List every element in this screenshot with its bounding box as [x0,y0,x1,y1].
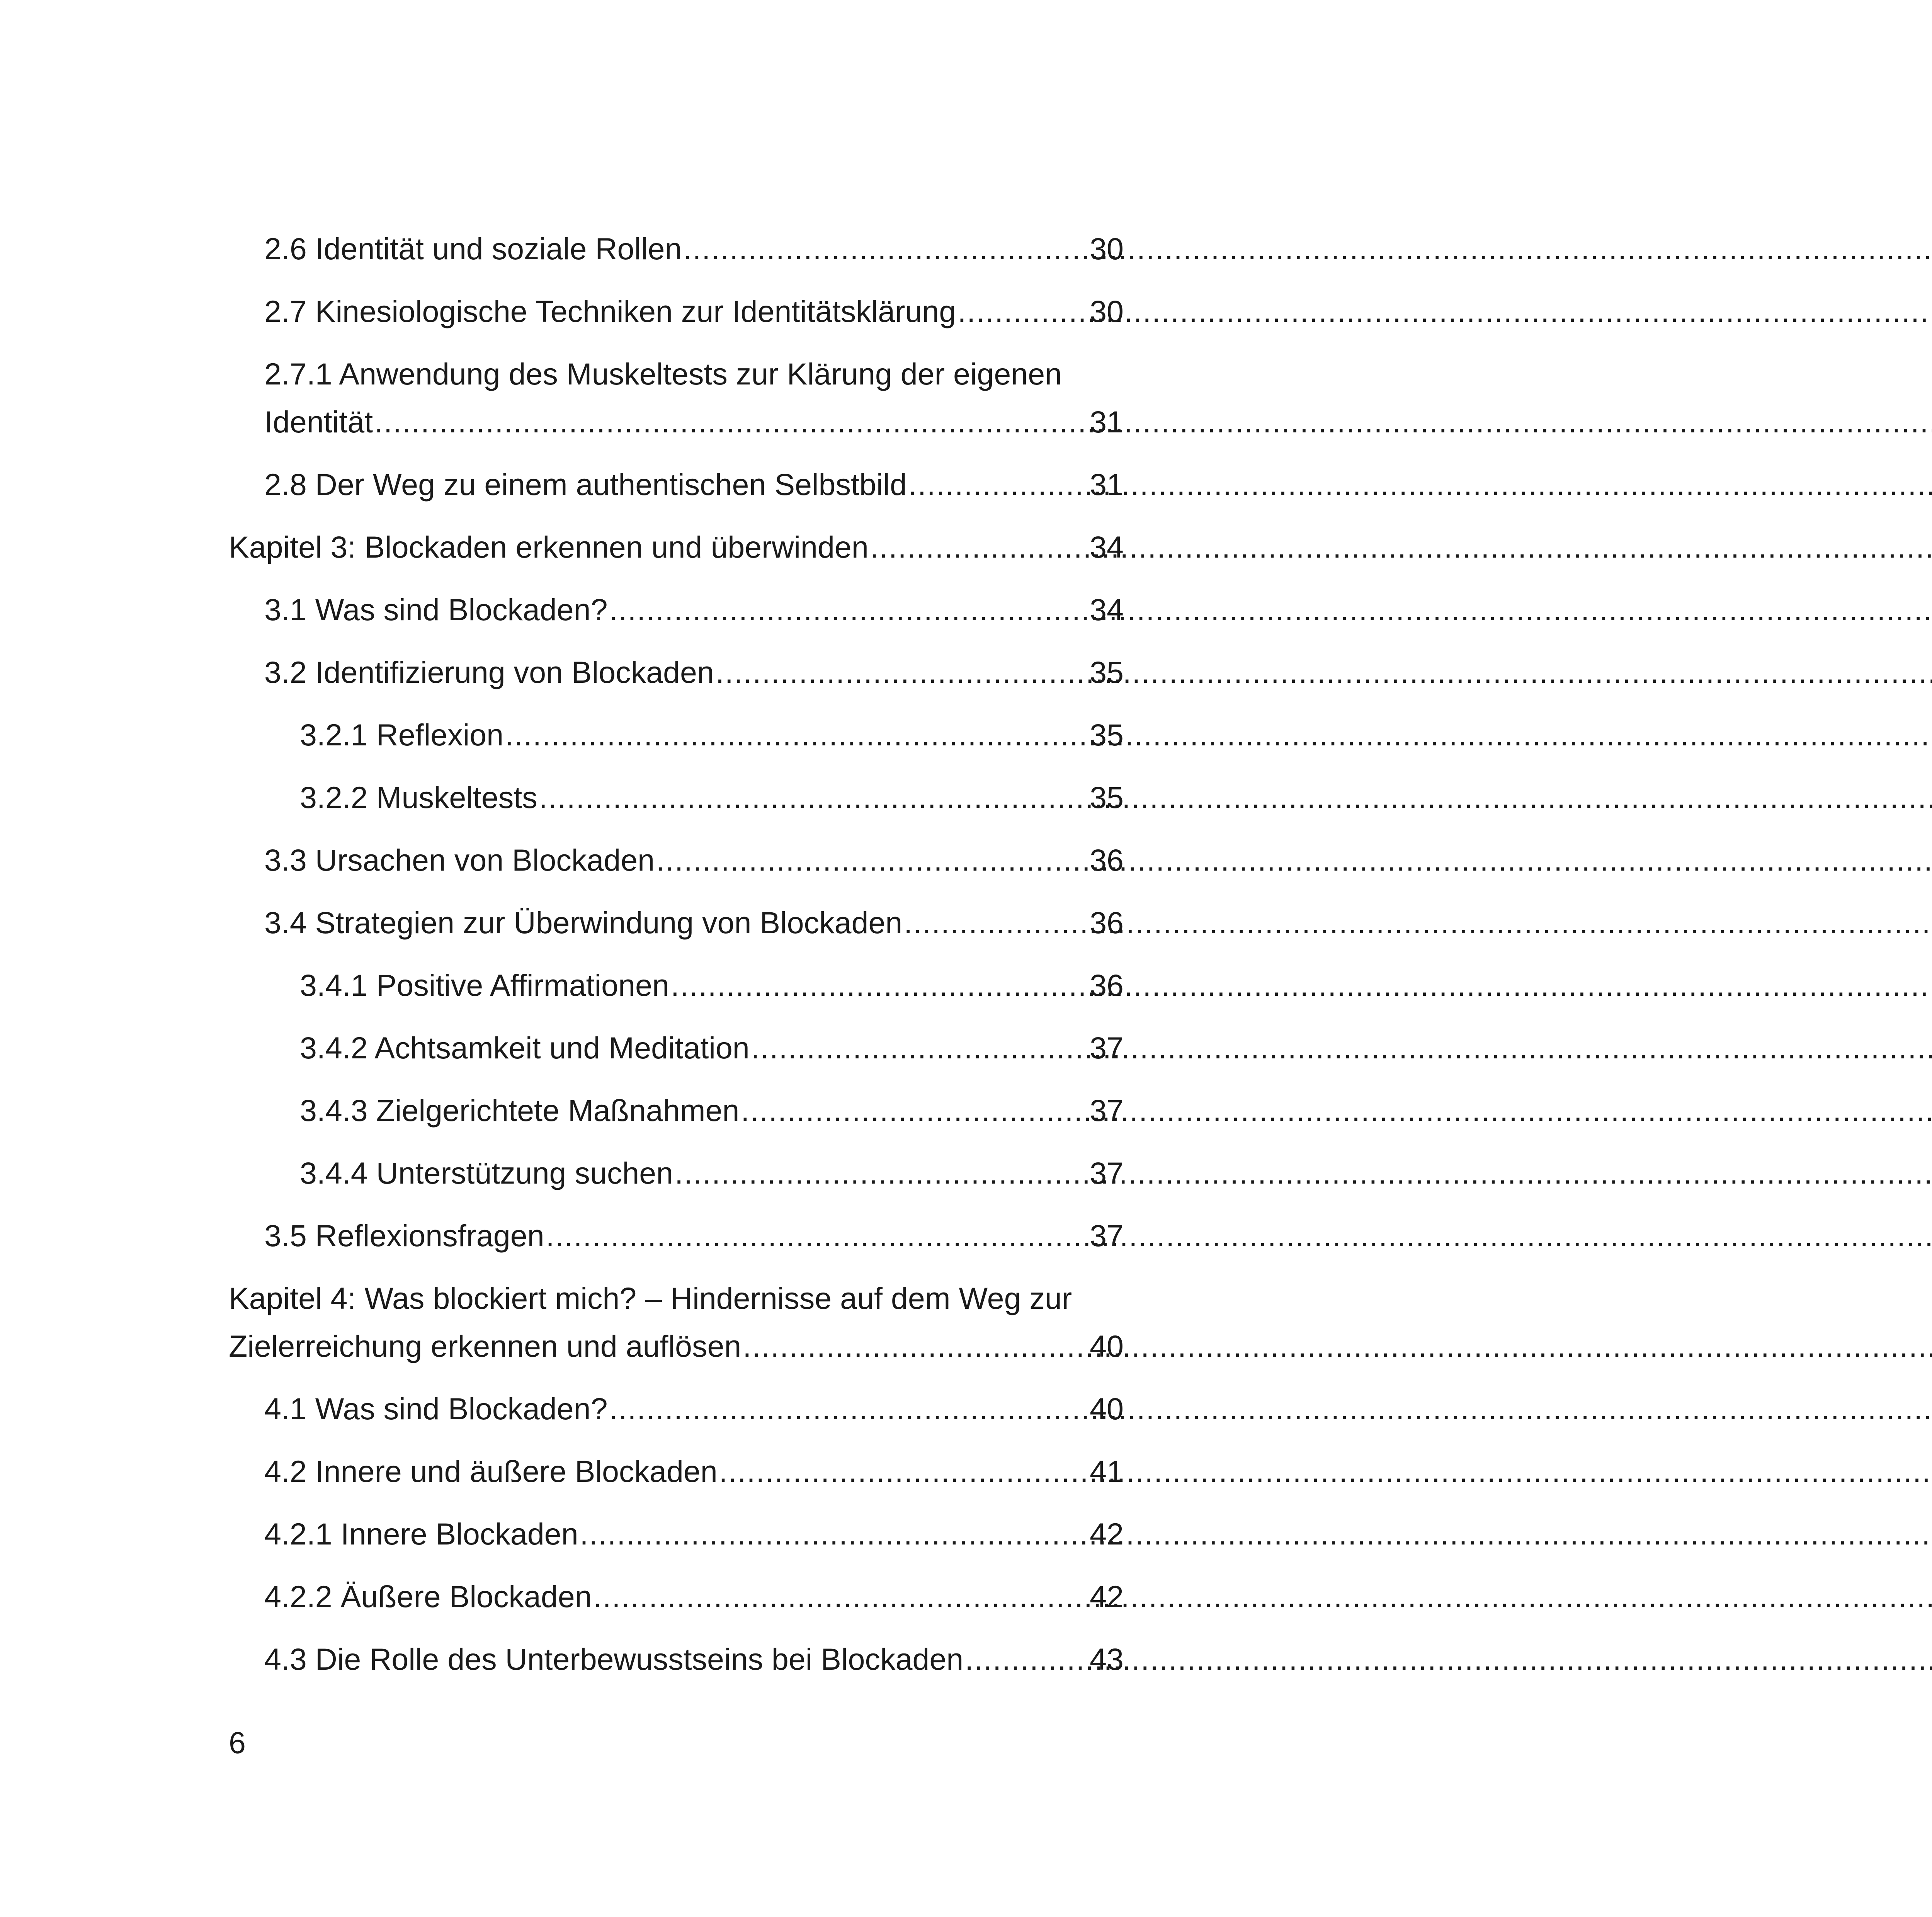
toc-entry-row [264,1510,1124,1558]
toc-entry-title: 4.1 Was sind Blockaden? [264,1391,608,1426]
dot-leader [719,1448,1088,1495]
toc-entry-page-number: 31 [1090,467,1124,502]
toc-entry-page-number: 36 [1090,905,1124,940]
toc-entry-row [264,586,1124,634]
table-of-contents [229,225,1124,1698]
toc-entry-page-number: 30 [1090,231,1124,266]
toc-entry[interactable] [229,774,1124,822]
toc-entry[interactable] [229,225,1124,273]
toc-entry[interactable] [229,1635,1124,1683]
toc-entry-title: 4.3 Die Rolle des Unterbewusstseins bei Blockaden [264,1642,964,1676]
dot-leader [743,1322,1088,1370]
toc-entry-row [300,1087,1124,1135]
toc-entry-title: Kapitel 3: Blockaden erkennen und überwinden [229,530,869,564]
toc-entry-page-number: 40 [1090,1329,1124,1363]
toc-entry-page-number: 36 [1090,968,1124,1002]
dot-leader [965,1635,1088,1683]
dot-leader [609,1385,1088,1433]
toc-entry-row [264,648,1124,696]
toc-entry[interactable] [229,1149,1124,1197]
dot-leader [580,1510,1088,1558]
dot-leader [609,586,1088,634]
toc-entry-page-number: 35 [1090,780,1124,815]
toc-entry-page-number: 31 [1090,405,1124,439]
toc-entry-title: 4.2 Innere und äußere Blockaden [264,1454,718,1488]
page-number: 6 [229,1725,246,1760]
dot-leader [594,1573,1088,1621]
toc-entry-row [300,1024,1124,1072]
toc-entry-title-line1: Kapitel 4: Was blockiert mich? – Hindernisse auf dem Weg zur [229,1281,1072,1315]
toc-entry-title: 3.4.4 Unterstützung suchen [300,1156,673,1190]
toc-entry-row [264,1212,1124,1260]
toc-entry-row [264,461,1124,509]
toc-entry[interactable] [229,523,1124,571]
toc-entry-page-number: 42 [1090,1517,1124,1551]
toc-entry-row [300,774,1124,822]
toc-entry[interactable] [229,1448,1124,1495]
toc-entry-title: 2.6 Identität und soziale Rollen [264,231,682,266]
toc-entry-title: Zielerreichung erkennen und auflösen [229,1329,742,1363]
dot-leader [716,648,1088,696]
toc-entry-title: 3.2.2 Muskeltests [300,780,537,815]
toc-entry-row [300,1149,1124,1197]
toc-entry-title: 3.4.1 Positive Affirmationen [300,968,669,1002]
toc-entry[interactable] [229,836,1124,884]
toc-entry-title: 4.2.2 Äußere Blockaden [264,1579,592,1614]
toc-entry-row [264,1635,1124,1683]
toc-entry-row [264,899,1124,947]
dot-leader [505,711,1088,759]
toc-entry[interactable] [229,586,1124,634]
toc-entry[interactable] [229,461,1124,509]
toc-entry[interactable] [229,1510,1124,1558]
toc-entry-title: 3.4.3 Zielgerichtete Maßnahmen [300,1093,740,1128]
toc-entry-page-number: 41 [1090,1454,1124,1488]
dot-leader [751,1024,1088,1072]
toc-entry-page-number: 36 [1090,843,1124,877]
dot-leader [904,899,1088,947]
toc-entry-row [300,711,1124,759]
dot-leader [957,287,1088,335]
toc-entry-page-number: 40 [1090,1391,1124,1426]
toc-entry[interactable] [229,1274,1124,1370]
dot-leader [870,523,1088,571]
toc-entry-row [300,961,1124,1009]
toc-entry-title: 4.2.1 Innere Blockaden [264,1517,578,1551]
dot-leader [656,836,1088,884]
toc-entry-page-number: 42 [1090,1579,1124,1614]
toc-entry-title: 3.4.2 Achtsamkeit und Meditation [300,1031,750,1065]
toc-entry-page-number: 43 [1090,1642,1124,1676]
toc-entry-page-number: 35 [1090,718,1124,752]
toc-entry[interactable] [229,287,1124,335]
dot-leader [546,1212,1088,1260]
toc-entry-page-number: 34 [1090,592,1124,627]
toc-entry-page-number: 35 [1090,655,1124,689]
toc-entry-row [264,1448,1124,1495]
toc-entry-page-number: 37 [1090,1218,1124,1253]
toc-entry[interactable] [229,1212,1124,1260]
dot-leader [671,961,1088,1009]
dot-leader [539,774,1088,822]
toc-entry[interactable] [229,711,1124,759]
toc-entry-title: 3.2 Identifizierung von Blockaden [264,655,714,689]
toc-entry[interactable] [229,350,1124,446]
dot-leader [675,1149,1088,1197]
toc-entry-page-number: 37 [1090,1156,1124,1190]
toc-entry-title: 3.1 Was sind Blockaden? [264,592,608,627]
toc-entry-title: 3.5 Reflexionsfragen [264,1218,544,1253]
toc-entry-row [264,287,1124,335]
toc-entry[interactable] [229,1024,1124,1072]
toc-entry-title: Identität [264,405,373,439]
toc-entry[interactable] [229,961,1124,1009]
toc-entry-title: 3.4 Strategien zur Überwindung von Blockaden [264,905,903,940]
toc-entry[interactable] [229,648,1124,696]
toc-entry-page-number: 37 [1090,1031,1124,1065]
toc-entry-page-number: 37 [1090,1093,1124,1128]
toc-entry[interactable] [229,899,1124,947]
toc-entry-row [264,398,1124,446]
dot-leader [908,461,1088,509]
toc-entry-title: 2.8 Der Weg zu einem authentischen Selbstbild [264,467,907,502]
toc-entry-title: 3.2.1 Reflexion [300,718,504,752]
toc-entry-title: 3.3 Ursachen von Blockaden [264,843,655,877]
toc-entry-page-number: 30 [1090,294,1124,328]
toc-entry-row [229,1322,1124,1370]
toc-entry-page-number: 34 [1090,530,1124,564]
toc-entry[interactable] [229,1573,1124,1621]
toc-entry[interactable] [229,1385,1124,1433]
dot-leader [683,225,1088,273]
toc-entry[interactable] [229,1087,1124,1135]
toc-entry-row [264,836,1124,884]
toc-entry-title: 2.7 Kinesiologische Techniken zur Identitätsklärung [264,294,956,328]
toc-entry-title-line1: 2.7.1 Anwendung des Muskeltests zur Klärung der eigenen [264,357,1062,391]
toc-entry-row [229,523,1124,571]
dot-leader [741,1087,1088,1135]
toc-entry-row [264,1385,1124,1433]
toc-entry-row [264,1573,1124,1621]
dot-leader [374,398,1088,446]
toc-entry-row [264,225,1124,273]
